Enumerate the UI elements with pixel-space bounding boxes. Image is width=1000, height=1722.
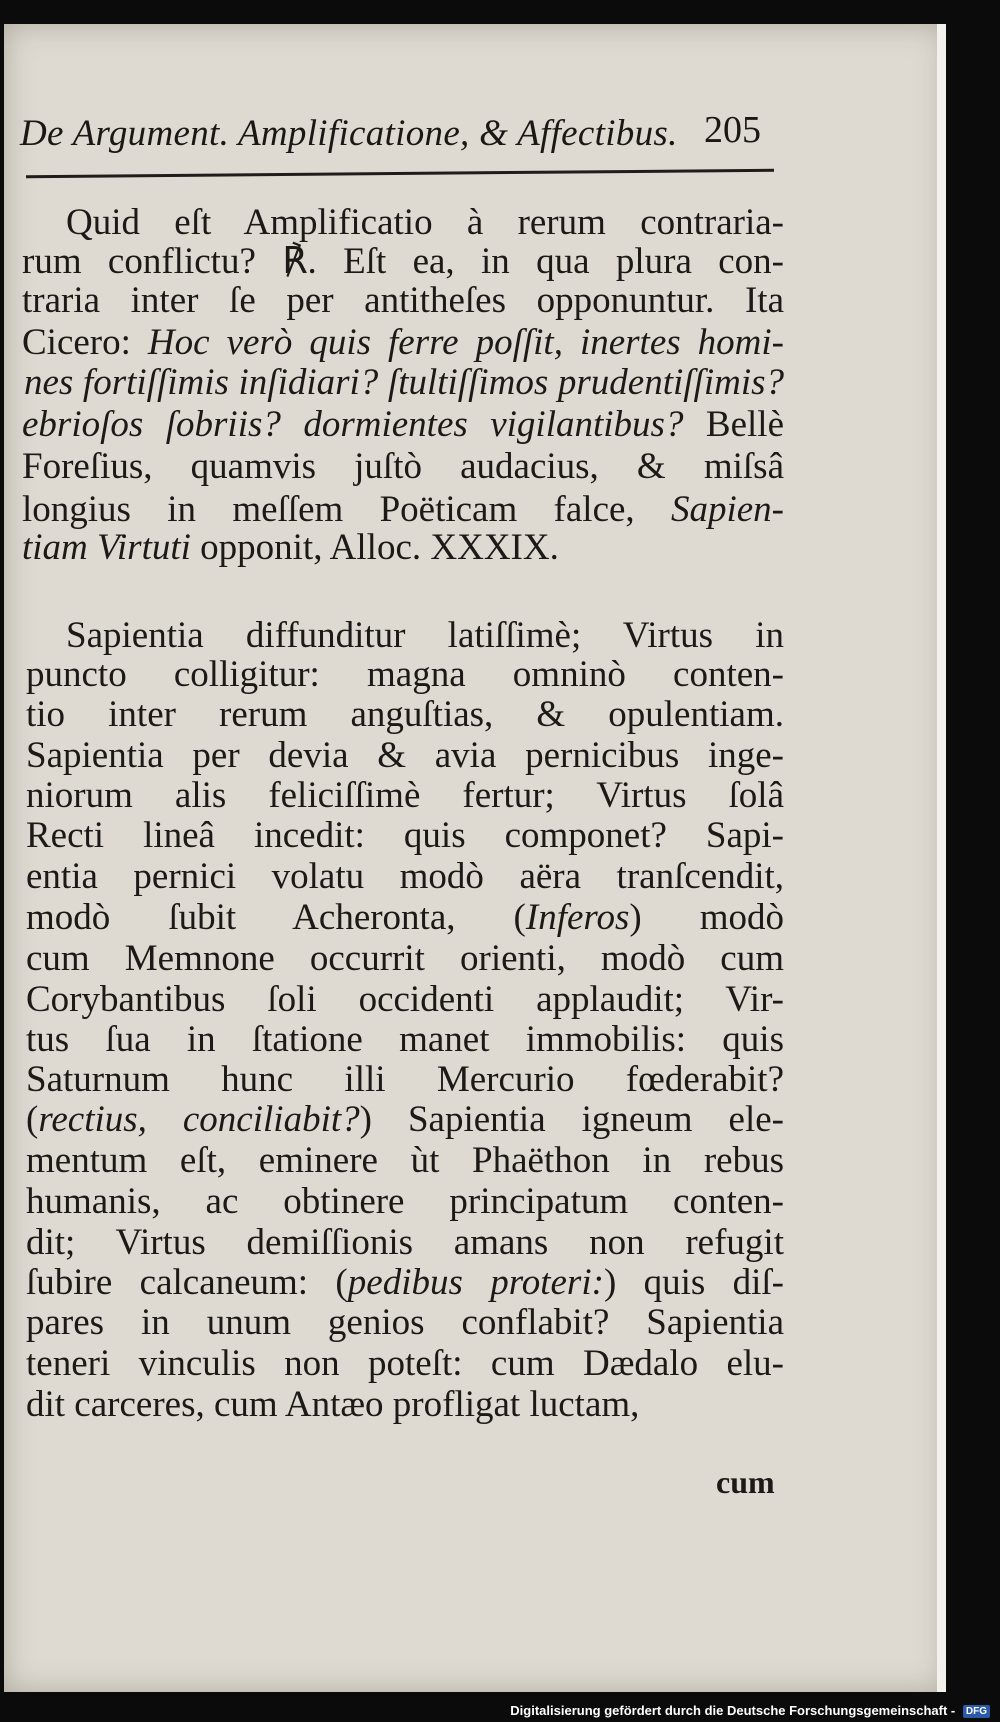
text-line: [26, 940, 784, 977]
text-line: [26, 1021, 784, 1058]
dfg-logo-icon: DFG: [963, 1705, 990, 1718]
credit-text: Digitalisierung gefördert durch die Deutsche Forschungsgemeinschaft -: [510, 1702, 956, 1718]
text-line: [22, 406, 784, 443]
text-segment: rum conflictu? ℟. Eſt ea, in qua plura con-: [22, 241, 784, 282]
text-segment: ſubire calcaneum: (: [26, 1262, 348, 1303]
text-segment: mentum eſt, eminere ùt Phaëthon in rebus: [26, 1140, 784, 1181]
text-line: [26, 656, 784, 693]
text-line: [26, 1142, 784, 1179]
text-line: [26, 981, 784, 1018]
text-segment: cum Memnone occurrit orienti, modò cum: [26, 938, 784, 979]
text-line: [26, 1304, 784, 1341]
text-segment: Saturnum hunc illi Mercurio fœderabit?: [26, 1059, 784, 1100]
text-line: [66, 617, 784, 654]
text-segment: teneri vinculis non poteſt: cum Dædalo elu-: [26, 1343, 784, 1384]
text-line: [26, 1101, 784, 1138]
italic-segment: ebrioſos ſobriis? dormientes vigilantibus?: [22, 404, 684, 445]
text-segment: ) modò: [629, 897, 784, 938]
italic-segment: tiam Virtuti: [22, 527, 191, 568]
text-line: [26, 696, 784, 733]
text-segment: Corybantibus ſoli occidenti applaudit; Vir-: [26, 979, 784, 1020]
text-segment: entia pernici volatu modò aëra tranſcendit,: [26, 856, 784, 897]
text-segment: Sapientia diffunditur latiſſimè; Virtus in: [66, 615, 784, 656]
text-segment: Cicero:: [22, 322, 148, 363]
text-line: [26, 1345, 784, 1382]
text-segment: humanis, ac obtinere principatum conten-: [26, 1181, 784, 1222]
text-segment: ) quis diſ-: [603, 1262, 784, 1303]
running-head: De Argument. Amplificatione, & Affectibus.: [20, 113, 678, 154]
text-line: [26, 1264, 784, 1301]
text-segment: tio inter rerum anguſtias, & opulentiam.: [26, 694, 784, 735]
text-line: [26, 1183, 784, 1220]
text-segment: Bellè: [683, 404, 784, 445]
text-segment: dit; Virtus demiſſionis amans non refugit: [26, 1222, 784, 1263]
text-segment: Foreſius, quamvis juſtò audacius, & miſsâ: [22, 446, 784, 487]
text-line: [22, 282, 784, 319]
text-segment: tus ſua in ſtatione manet immobilis: quis: [26, 1019, 784, 1060]
text-line: [26, 737, 784, 774]
text-line: [26, 1386, 639, 1423]
text-line: [22, 448, 784, 485]
text-line: [26, 858, 784, 895]
text-segment: ) Sapientia igneum ele-: [359, 1099, 785, 1140]
body-text: [4, 24, 946, 1692]
text-segment: pares in unum genios conflabit? Sapientia: [26, 1302, 784, 1343]
italic-segment: Hoc verò quis ferre poſſit, inertes homi-: [147, 322, 784, 363]
italic-segment: pedibus proteri:: [347, 1262, 604, 1303]
text-line: [26, 899, 784, 936]
book-page: [4, 24, 946, 1692]
text-segment: Sapientia per devia & avia pernicibus inge-: [26, 735, 784, 776]
text-segment: dit carceres, cum Antæo profligat luctam,: [26, 1384, 640, 1425]
text-line: [22, 324, 784, 361]
text-line: [26, 1061, 784, 1098]
catchword: cum: [716, 1464, 775, 1500]
text-segment: niorum alis feliciſſimè fertur; Virtus ſolâ: [26, 775, 784, 816]
text-line: [22, 491, 784, 528]
digitization-credit: [510, 1703, 990, 1718]
text-line: [24, 364, 784, 401]
text-segment: puncto colligitur: magna omninò conten-: [26, 654, 784, 695]
text-line: [26, 1224, 784, 1261]
italic-segment: rectius, conciliabit?: [38, 1099, 360, 1140]
text-line: [26, 777, 784, 814]
text-line: [26, 817, 784, 854]
text-segment: Quid eſt Amplificatio à rerum contraria-: [66, 202, 784, 243]
italic-segment: Sapien-: [670, 489, 784, 530]
italic-segment: nes fortiſſimis inſidiari? ſtultiſſimos prudentiſſimis?: [24, 362, 784, 403]
text-segment: Recti lineâ incedit: quis componet? Sapi-: [26, 815, 784, 856]
text-line: [66, 204, 784, 241]
text-line: [22, 529, 559, 566]
text-segment: longius in meſſem Poëticam falce,: [22, 489, 671, 530]
text-segment: traria inter ſe per antitheſes opponuntur. Ita: [22, 280, 784, 321]
page-number: 205: [704, 109, 761, 151]
text-segment: modò ſubit Acheronta, (: [26, 897, 526, 938]
text-segment: (: [26, 1099, 39, 1140]
italic-segment: Inferos: [525, 897, 630, 938]
text-segment: opponit, Alloc. XXXIX.: [190, 527, 559, 568]
text-line: [22, 243, 784, 280]
